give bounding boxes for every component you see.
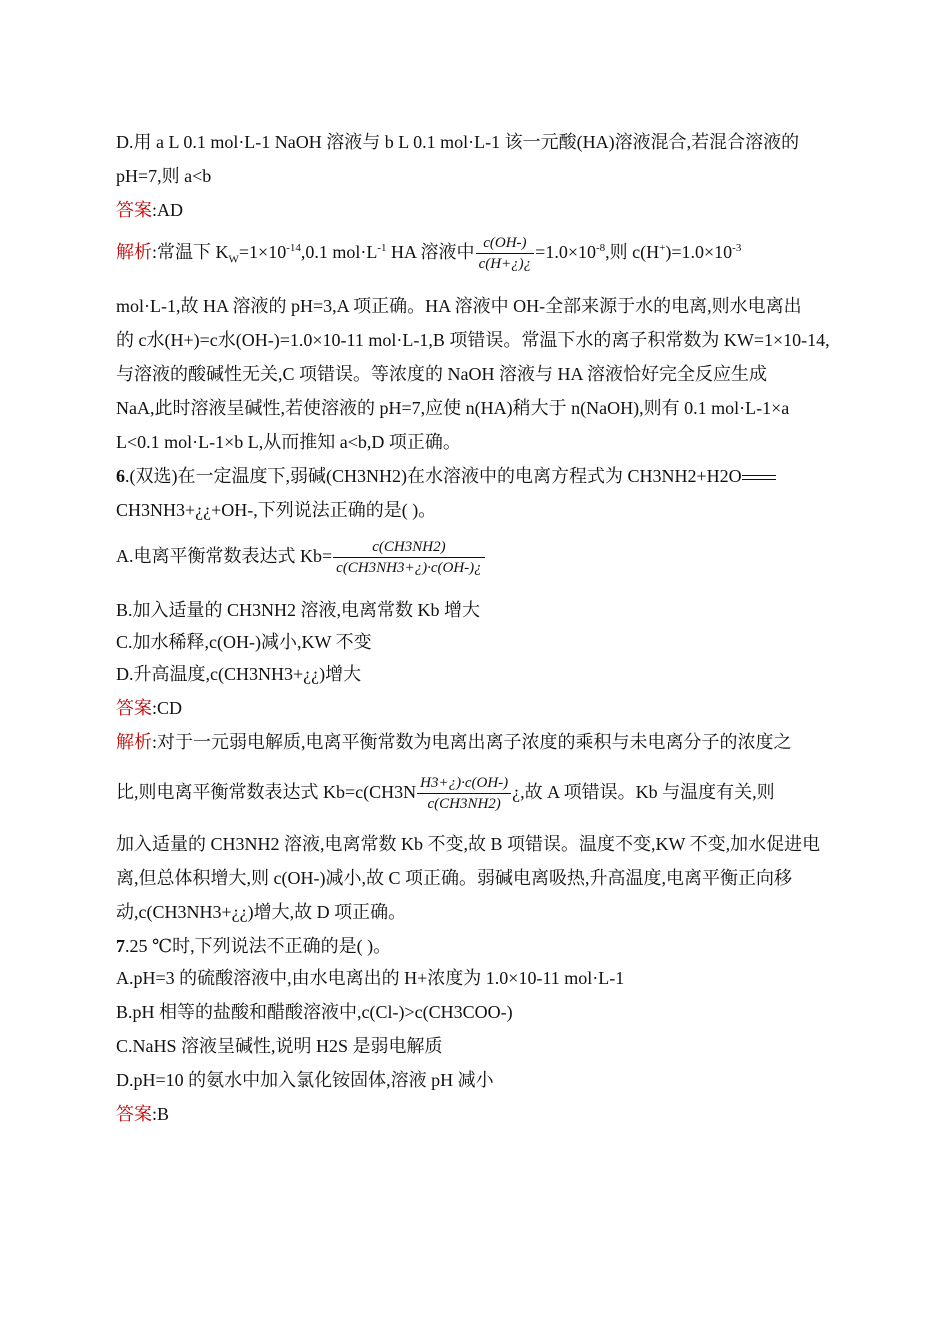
analysis-text: )=1.0×10 bbox=[665, 242, 733, 262]
analysis-text: =1×10 bbox=[238, 242, 287, 262]
q6-option-c: C.加水稀释,c(OH-)减小,KW 不变 bbox=[116, 632, 372, 652]
superscript: -14 bbox=[286, 242, 301, 254]
fraction-numerator: c(OH-) bbox=[476, 233, 535, 254]
q7-option-a: A.pH=3 的硫酸溶液中,由水电离出的 H+浓度为 1.0×10-11 mol·L-1 bbox=[116, 968, 625, 988]
equilibrium-arrow-icon bbox=[742, 473, 776, 483]
answer-value: :AD bbox=[152, 200, 183, 220]
q7-stem bbox=[116, 934, 391, 958]
answer-label: 答案 bbox=[116, 698, 152, 718]
superscript: + bbox=[659, 242, 666, 254]
q7-option-c: C.NaHS 溶液呈碱性,说明 H2S 是弱电解质 bbox=[116, 1036, 443, 1056]
answer-label: 答案 bbox=[116, 1104, 152, 1124]
fraction-denominator: c(CH3NH2) bbox=[427, 796, 501, 813]
q5-analysis-line1 bbox=[116, 228, 741, 276]
fraction-denominator: c(H+¿)¿ bbox=[478, 256, 532, 273]
analysis-label: 解析 bbox=[116, 732, 152, 752]
q5-option-d-line1: D.用 a L 0.1 mol·L-1 NaOH 溶液与 b L 0.1 mol·L-1 该一元酸(HA)溶液混合,若混合溶液的 bbox=[116, 132, 800, 152]
q6-analysis-line5: 动,c(CH3NH3+¿¿)增大,故 D 项正确。 bbox=[116, 902, 407, 922]
question-number: 7 bbox=[116, 936, 125, 956]
fraction-numerator: c(CH3NH2) bbox=[333, 537, 485, 558]
fraction-oh-over-h bbox=[476, 233, 535, 274]
q7-option-b: B.pH 相等的盐酸和醋酸溶液中,c(Cl-)>c(CH3COO-) bbox=[116, 1002, 513, 1022]
answer-label: 答案 bbox=[116, 200, 152, 220]
fraction-kb bbox=[333, 537, 485, 578]
q7-option-d: D.pH=10 的氨水中加入氯化铵固体,溶液 pH 减小 bbox=[116, 1070, 494, 1090]
q6-stem-line1 bbox=[116, 464, 776, 488]
superscript: -1 bbox=[377, 242, 387, 254]
answer-value: :B bbox=[152, 1104, 170, 1124]
q5-analysis-line4: 与溶液的酸碱性无关,C 项错误。等浓度的 NaOH 溶液与 HA 溶液恰好完全反应生成 bbox=[116, 364, 767, 384]
answer-value: :CD bbox=[152, 698, 183, 718]
q6-option-d: D.升高温度,c(CH3NH3+¿¿)增大 bbox=[116, 664, 362, 684]
analysis-text: =1.0×10 bbox=[535, 242, 596, 262]
q5-analysis-line2: mol·L-1,故 HA 溶液的 pH=3,A 项正确。HA 溶液中 OH-全部来源于水的电离,则水电离出 bbox=[116, 296, 802, 316]
analysis-text: ,则 c(H bbox=[605, 242, 660, 262]
analysis-text: ¿,故 A 项错误。Kb 与温度有关,则 bbox=[512, 782, 775, 802]
superscript: -3 bbox=[732, 242, 742, 254]
fraction-denominator: c(CH3NH3+¿)·c(OH-)¿ bbox=[336, 560, 482, 577]
subscript: W bbox=[228, 253, 239, 266]
q6-analysis-line3: 加入适量的 CH3NH2 溶液,电离常数 Kb 不变,故 B 项错误。温度不变,KW 不变,加水促进电 bbox=[116, 834, 821, 854]
q6-analysis-line2 bbox=[116, 766, 775, 818]
q6-analysis-line1 bbox=[116, 730, 792, 754]
q5-analysis-line3: 的 c水(H+)=c水(OH-)=1.0×10-11 mol·L-1,B 项错误。常温下水的离子积常数为 KW=1×10-14, bbox=[116, 330, 830, 350]
analysis-text: :对于一元弱电解质,电离平衡常数为电离出离子浓度的乘积与未电离分子的浓度之 bbox=[152, 732, 792, 752]
q6-stem-line2: CH3NH3+¿¿+OH-,下列说法正确的是( )。 bbox=[116, 500, 437, 520]
superscript: -8 bbox=[595, 242, 606, 254]
q6-option-b: B.加入适量的 CH3NH2 溶液,电离常数 Kb 增大 bbox=[116, 600, 481, 620]
fraction-numerator: H3+¿)·c(OH-) bbox=[417, 773, 511, 794]
q6-option-a bbox=[116, 530, 486, 582]
fraction-kb-expression bbox=[417, 773, 511, 814]
q6-answer bbox=[116, 696, 182, 720]
question-number: 6 bbox=[116, 466, 125, 486]
analysis-text: :常温下 K bbox=[152, 242, 229, 262]
q7-answer bbox=[116, 1102, 169, 1126]
q5-analysis-line5: NaA,此时溶液呈碱性,若使溶液的 pH=7,应使 n(HA)稍大于 n(NaOH),则有 0.1 mol·L-1×a bbox=[116, 398, 790, 418]
analysis-text: HA 溶液中 bbox=[386, 242, 475, 262]
q5-answer bbox=[116, 198, 183, 222]
question-stem: .25 ℃时,下列说法不正确的是( )。 bbox=[125, 936, 392, 956]
question-stem: .(双选)在一定温度下,弱碱(CH3NH2)在水溶液中的电离方程式为 CH3NH2+H2O bbox=[125, 466, 742, 486]
q5-analysis-line6: L<0.1 mol·L-1×b L,从而推知 a<b,D 项正确。 bbox=[116, 432, 461, 452]
option-a-text: A.电离平衡常数表达式 Kb= bbox=[116, 546, 333, 566]
analysis-label: 解析 bbox=[116, 242, 152, 262]
q6-analysis-line4: 离,但总体积增大,则 c(OH-)减小,故 C 项正确。弱碱电离吸热,升高温度,电离平衡正向移 bbox=[116, 868, 792, 888]
q5-option-d-line2: pH=7,则 a<b bbox=[116, 166, 212, 186]
analysis-text: 比,则电离平衡常数表达式 Kb=c(CH3N bbox=[116, 782, 417, 802]
analysis-text: ,0.1 mol·L bbox=[300, 242, 378, 262]
